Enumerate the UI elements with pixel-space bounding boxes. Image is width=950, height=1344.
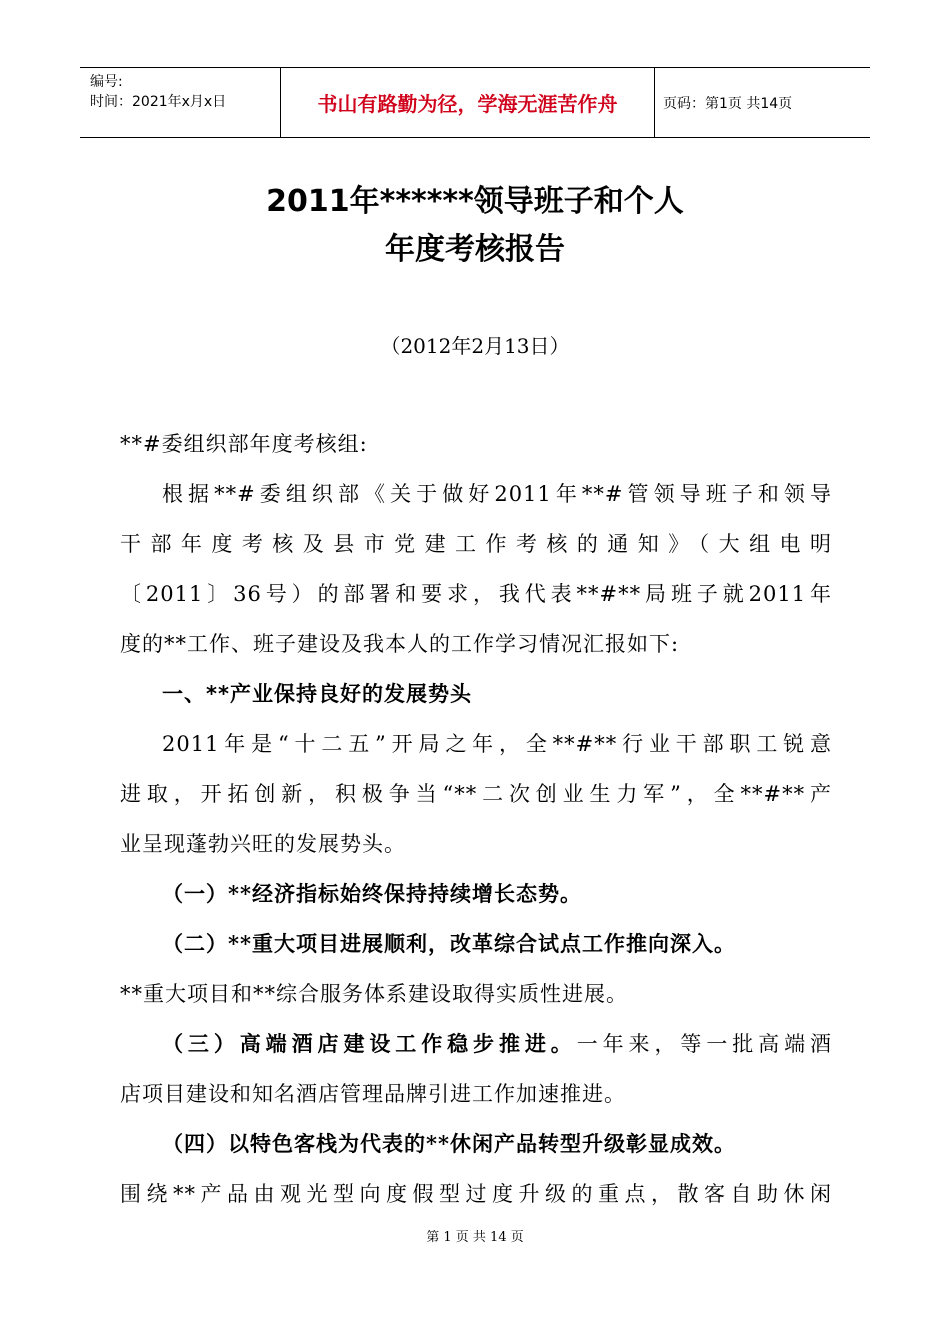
page-footer: 第 1 页 共 14 页 (426, 1230, 524, 1245)
item2-text: **重大项目和**综合服务体系建设取得实质性进展。 (120, 982, 628, 1006)
intro-line-4: 度的**工作、班子建设及我本人的工作学习情况汇报如下: (120, 632, 680, 656)
document-date: （2012年2月13日） (380, 334, 570, 358)
section1-line-2: 进取，开拓创新，积极争当“**二次创业生力军”，全**#**产 (120, 782, 832, 806)
intro-line-2: 干部年度考核及县市党建工作考核的通知》（大组电明 (120, 532, 832, 556)
section-heading-1: 一、**产业保持良好的发展势头 (162, 682, 472, 706)
salutation: **#委组织部年度考核组: (120, 432, 368, 456)
intro-line-1: 根据**#委组织部《关于做好2011年**#管领导班子和领导 (162, 482, 832, 506)
section1-line-1: 2011年是“十二五”开局之年，全**#**行业干部职工锐意 (162, 732, 832, 756)
intro-line-3: 〔2011〕36号）的部署和要求，我代表**#**局班子就2011年 (120, 582, 832, 606)
item2-heading: （二）**重大项目进展顺利，改革综合试点工作推向深入。 (162, 931, 736, 956)
header-page-info: 页码：第1页 共14页 (663, 95, 793, 112)
item3-line-2: 店项目建设和知名酒店管理品牌引进工作加速推进。 (120, 1082, 626, 1106)
document-number-label: 编号: (90, 74, 123, 90)
header-meta (80, 68, 280, 137)
item4-text: 围绕**产品由观光型向度假型过度升级的重点，散客自助休闲 (120, 1182, 832, 1206)
item3-text-start: 一年来，等一批高端酒 (576, 1032, 832, 1056)
header-motto: 书山有路勤为径，学海无涯苦作舟 (280, 68, 655, 137)
item4-heading: （四）以特色客栈为代表的**休闲产品转型升级彰显成效。 (162, 1131, 736, 1156)
item3-heading: （三）高端酒店建设工作稳步推进。 (162, 1031, 577, 1056)
item1-heading: （一）**经济指标始终保持持续增长态势。 (162, 881, 582, 906)
section1-line-3: 业呈现蓬勃兴旺的发展势头。 (120, 832, 406, 856)
document-header (80, 67, 870, 138)
document-date-label: 时间：2021年x月x日 (90, 94, 227, 110)
document-title-line2: 年度考核报告 (385, 232, 565, 267)
document-title-line1: 2011年******领导班子和个人 (266, 184, 684, 219)
item3-line-1 (120, 1020, 832, 1068)
